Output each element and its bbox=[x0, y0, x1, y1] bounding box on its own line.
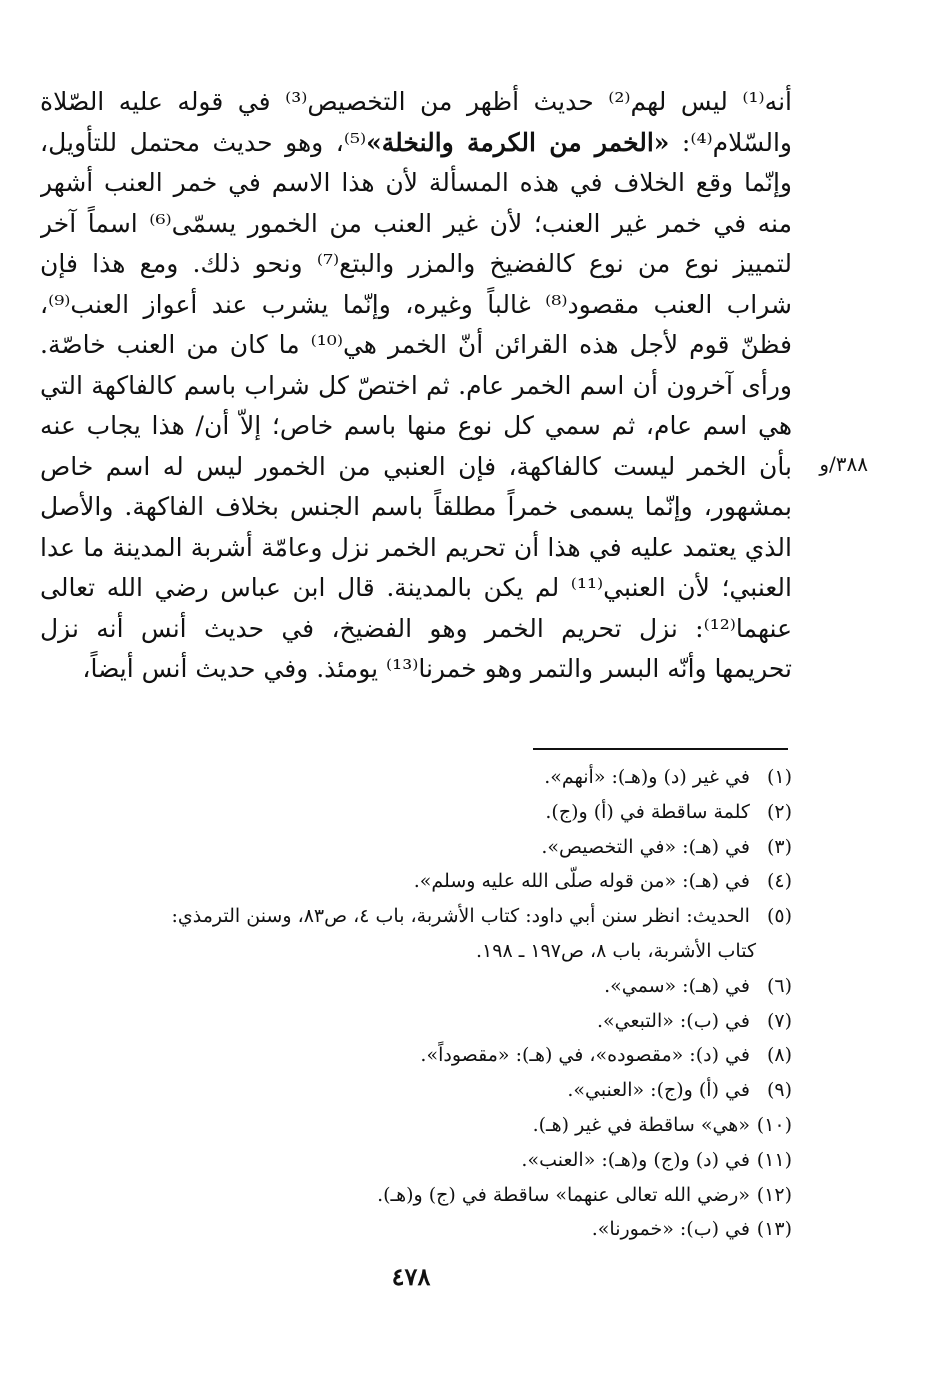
footnote-text: في (هـ): «من قوله صلّى الله عليه وسلم». bbox=[413, 870, 750, 893]
footnote-number: (١١) bbox=[756, 1148, 792, 1171]
text-line: العنبي؛ لأن العنبي⁽¹¹⁾ لم يكن بالمدينة. قال ابن عباس رضي الله تعالى bbox=[40, 573, 792, 602]
footnote-text: الحديث: انظر سنن أبي داود: كتاب الأشربة، باب ٤، ص٨٣، وسنن الترمذي: bbox=[171, 905, 750, 928]
footnote-number: (٢) bbox=[766, 800, 792, 823]
footnote-text: في (ب): «التبعي». bbox=[597, 1009, 750, 1032]
page-number: ٤٧٨ bbox=[391, 1262, 431, 1291]
footnote-separator bbox=[533, 748, 788, 750]
text-line: لتمييز نوع من نوع كالفضيخ والمزر والبتع⁽⁷⁾ ونحو ذلك. ومع هذا فإن bbox=[40, 249, 792, 278]
text-line bbox=[40, 123, 792, 164]
text-line: فظنّ قوم لأجل هذه القرائن أنّ الخمر هي⁽¹⁰⁾ ما كان من العنب خاصّة. bbox=[40, 330, 792, 359]
text-line: منه في خمر غير العنب؛ لأن غير العنب من الخمور يسمّى⁽⁶⁾ اسماً آخر bbox=[40, 208, 792, 238]
footnote-item bbox=[40, 969, 792, 1004]
text-line: بأن الخمر ليست كالفاكهة، فإن العنبي من الخمور ليس له اسم خاص bbox=[40, 451, 792, 481]
footnote-text: «رضي الله تعالى عنهما» ساقطة في (ج) و(هـ). bbox=[377, 1183, 750, 1206]
footnote-number: (١٠) bbox=[756, 1113, 792, 1136]
manuscript-folio-marker: ٣٨٨/و bbox=[819, 452, 868, 476]
footnote-number: (٣) bbox=[766, 835, 792, 858]
footnote-item bbox=[40, 1038, 792, 1073]
footnotes bbox=[40, 760, 792, 1247]
footnote-number: (٤) bbox=[766, 870, 792, 893]
text-line: شراب العنب مقصود⁽⁸⁾ غالباً وغيره، وإنّما يشرب عند أعواز العنب⁽⁹⁾، bbox=[40, 289, 792, 319]
footnote-number: (٩) bbox=[766, 1079, 792, 1102]
footnote-continuation: كتاب الأشربة، باب ٨، ص١٩٧ ـ ١٩٨. bbox=[476, 939, 756, 962]
footnote-item bbox=[40, 1073, 792, 1108]
text-line: أنه⁽¹⁾ ليس لهم⁽²⁾ حديث أظهر من التخصيص⁽³⁾ في قوله عليه الصّلاة bbox=[40, 87, 792, 116]
text-line: عنهما⁽¹²⁾: نزل تحريم الخمر وهو الفضيخ، في حديث أنس أنه نزل bbox=[40, 613, 792, 643]
footnote-text: في (د) و(ج) و(هـ): «العنب». bbox=[521, 1148, 750, 1171]
footnote-number: (١) bbox=[766, 766, 792, 788]
footnote-item bbox=[40, 1004, 792, 1039]
footnote-text: «هي» ساقطة في غير (هـ). bbox=[532, 1113, 750, 1136]
footnote-text: في غير (د) و(هـ): «أنهم». bbox=[544, 766, 750, 788]
footnote-item bbox=[40, 760, 792, 795]
text-line: بمشهور، وإنّما يسمى خمراً مطلقاً باسم الجنس بخلاف الفاكهة. والأصل bbox=[40, 492, 792, 521]
footnote-text: في (هـ): «سمي». bbox=[604, 974, 750, 997]
footnote-item bbox=[40, 1108, 792, 1143]
footnote-item bbox=[40, 795, 792, 830]
text-line: الذي يعتمد عليه في هذا أن تحريم الخمر نزل وعامّة أشربة المدينة ما عدا bbox=[40, 532, 792, 562]
footnote-number: (٥) bbox=[766, 905, 792, 928]
bold-hadith-quote: «الخمر من الكرمة والنخلة» bbox=[366, 127, 670, 157]
text-segment: والسّلام⁽⁴⁾: bbox=[669, 127, 792, 157]
main-text bbox=[40, 82, 792, 690]
footnote-item bbox=[40, 1178, 792, 1213]
footnote-item bbox=[40, 1143, 792, 1178]
footnote-item bbox=[40, 1212, 792, 1247]
text-line: وإنّما وقع الخلاف في هذه المسألة لأن هذا الاسم في خمر العنب أشهر bbox=[40, 168, 792, 197]
footnote-number: (٨) bbox=[766, 1044, 792, 1067]
footnote-number: (١٢) bbox=[756, 1183, 792, 1206]
footnote-item bbox=[40, 899, 792, 934]
footnote-number: (١٣) bbox=[756, 1218, 792, 1241]
footnote-number: (٧) bbox=[766, 1009, 792, 1032]
footnote-item bbox=[40, 864, 792, 899]
footnote-text: في (ب): «خمورنا». bbox=[591, 1218, 750, 1241]
footnote-text: في (د): «مقصوده»، في (هـ): «مقصوداً». bbox=[420, 1044, 750, 1067]
footnote-text: كلمة ساقطة في (أ) و(ج). bbox=[545, 800, 750, 823]
footnote-item bbox=[40, 830, 792, 865]
footnote-number: (٦) bbox=[766, 974, 792, 997]
footnote-text: في (أ) و(ج): «العنبي». bbox=[567, 1079, 750, 1102]
text-line: هي اسم عام، ثم سمي كل نوع منها باسم خاص؛ إلاّ أن/ هذا يجاب عنه bbox=[40, 411, 792, 440]
footnote-text: في (هـ): «في التخصيص». bbox=[541, 835, 750, 858]
text-line: تحريمها وأنّه البسر والتمر وهو خمرنا⁽¹³⁾ يومئذ. وفي حديث أنس أيضاً، bbox=[82, 654, 792, 683]
text-line: ورأى آخرون أن اسم الخمر عام. ثم اختصّ كل شراب باسم كالفاكهة التي bbox=[40, 370, 792, 400]
text-segment: ⁽⁵⁾، وهو حديث محتمل للتأويل، bbox=[40, 127, 367, 157]
